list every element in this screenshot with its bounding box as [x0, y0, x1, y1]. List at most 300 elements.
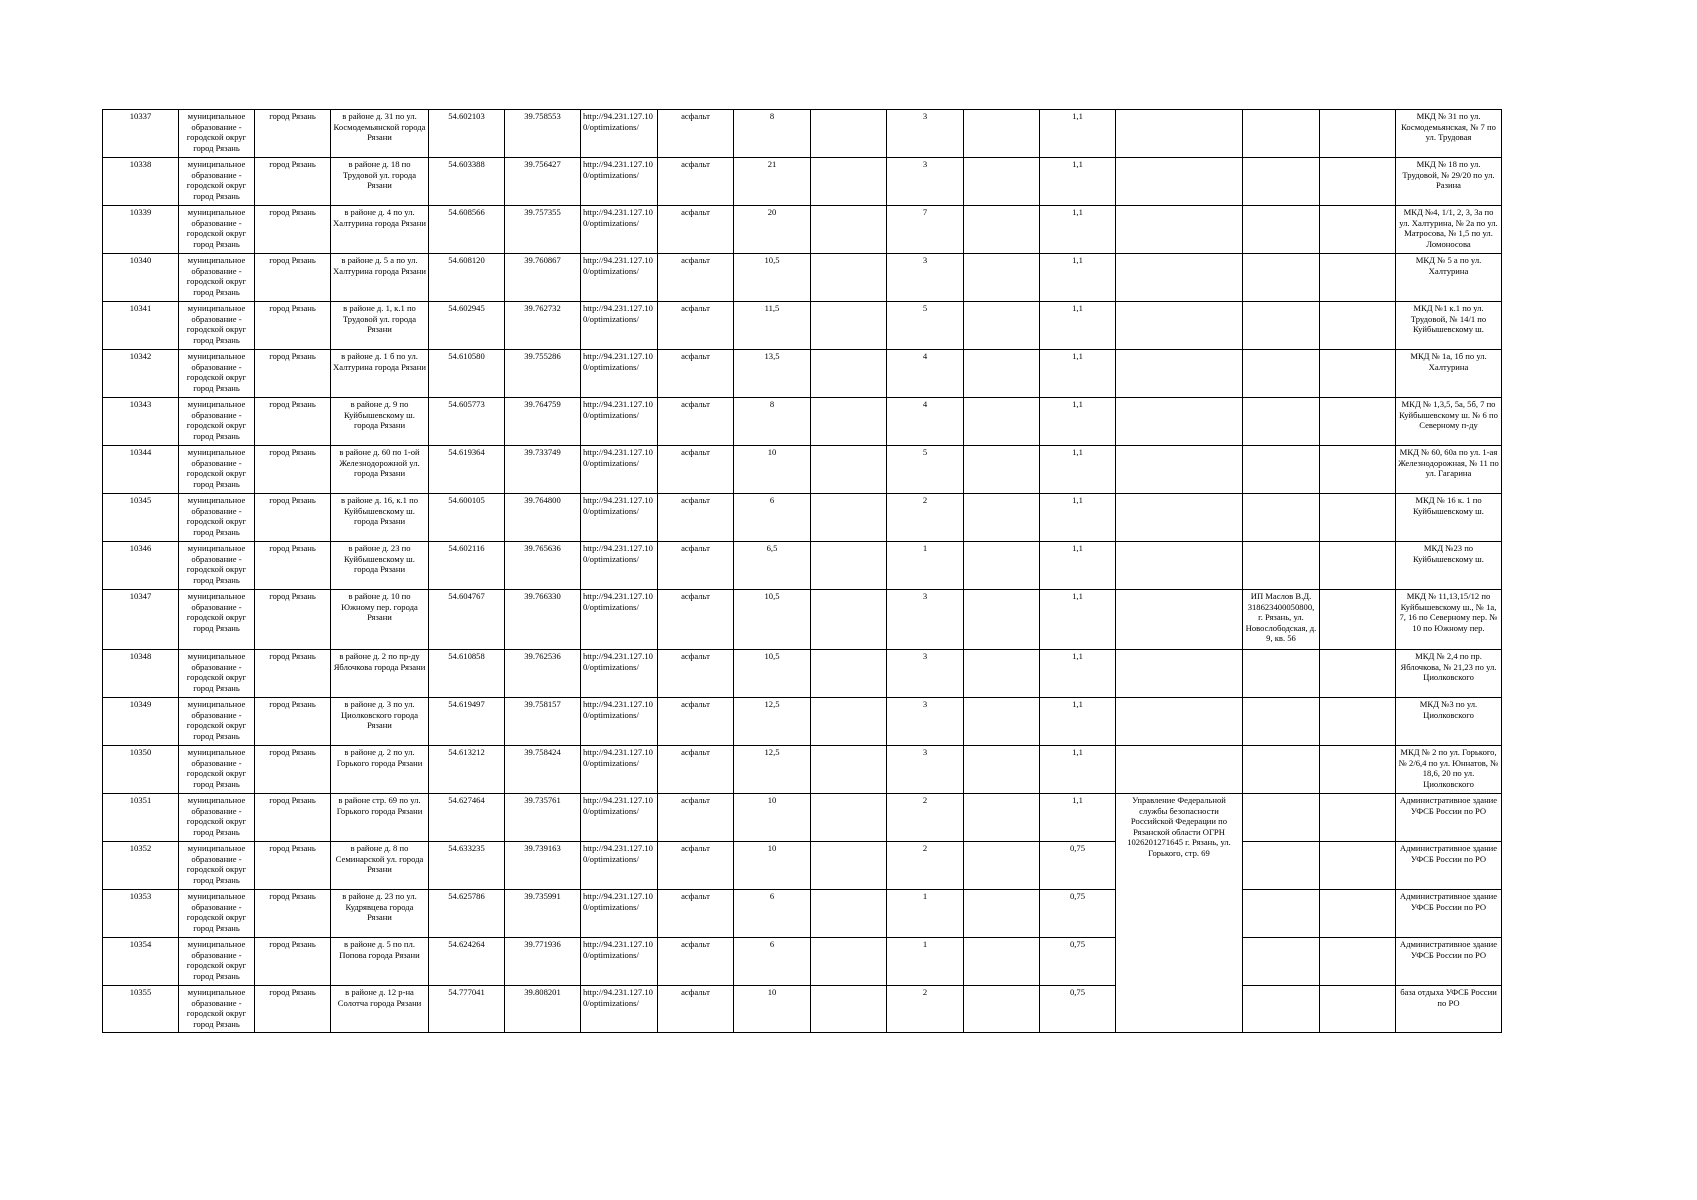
longitude-cell: 39.758157	[505, 698, 581, 746]
owner-entrepreneur-cell	[1243, 938, 1320, 986]
surface-cell: асфальт	[658, 398, 734, 446]
table-row	[103, 590, 1502, 650]
empty-cell	[964, 986, 1040, 1033]
owner-cell	[1116, 158, 1243, 206]
longitude-cell: 39.735991	[505, 890, 581, 938]
surface-cell: асфальт	[658, 542, 734, 590]
municipality-cell: муниципальное образование - городской округ город Рязань	[179, 302, 255, 350]
area-cell: 21	[734, 158, 811, 206]
map-link-cell: http://94.231.127.100/optimizations/	[581, 842, 658, 890]
container-count-cell: 3	[887, 746, 964, 794]
empty-cell	[1320, 398, 1396, 446]
location-cell: в районе д. 8 по Семинарской ул. города Рязани	[331, 842, 429, 890]
row-number: 10346	[103, 542, 179, 590]
area-cell: 6	[734, 938, 811, 986]
container-count-cell: 7	[887, 206, 964, 254]
served-objects-cell: Административное здание УФСБ России по РО	[1396, 938, 1502, 986]
container-count-cell: 2	[887, 842, 964, 890]
latitude-cell: 54.619497	[429, 698, 505, 746]
empty-cell	[964, 542, 1040, 590]
empty-cell	[811, 542, 887, 590]
empty-cell	[1320, 890, 1396, 938]
city-cell: город Рязань	[255, 110, 331, 158]
latitude-cell: 54.777041	[429, 986, 505, 1033]
longitude-cell: 39.756427	[505, 158, 581, 206]
owner-entrepreneur-cell	[1243, 206, 1320, 254]
longitude-cell: 39.760867	[505, 254, 581, 302]
map-link-cell: http://94.231.127.100/optimizations/	[581, 446, 658, 494]
empty-cell	[811, 206, 887, 254]
container-count-cell: 1	[887, 542, 964, 590]
location-cell: в районе д. 4 по ул. Халтурина города Рязани	[331, 206, 429, 254]
empty-cell	[1320, 986, 1396, 1033]
map-link-cell: http://94.231.127.100/optimizations/	[581, 206, 658, 254]
container-count-cell: 5	[887, 446, 964, 494]
container-count-cell: 4	[887, 350, 964, 398]
municipality-cell: муниципальное образование - городской округ город Рязань	[179, 986, 255, 1033]
owner-cell	[1116, 206, 1243, 254]
latitude-cell: 54.602103	[429, 110, 505, 158]
row-number: 10341	[103, 302, 179, 350]
owner-entrepreneur-cell	[1243, 350, 1320, 398]
container-count-cell: 3	[887, 590, 964, 650]
table-row	[103, 446, 1502, 494]
municipality-cell: муниципальное образование - городской округ город Рязань	[179, 842, 255, 890]
served-objects-cell: МКД №4, 1/1, 2, 3, 3а по ул. Халтурина, № 2а по ул. Матросова, № 1,5 по ул. Ломоносова	[1396, 206, 1502, 254]
container-count-cell: 4	[887, 398, 964, 446]
location-cell: в районе д. 12 р-на Солотча города Рязани	[331, 986, 429, 1033]
location-cell: в районе д. 16, к.1 по Куйбышевскому ш. города Рязани	[331, 494, 429, 542]
container-volume-cell: 1,1	[1040, 206, 1116, 254]
area-cell: 6,5	[734, 542, 811, 590]
location-cell: в районе д. 23 по ул. Кудрявцева города Рязани	[331, 890, 429, 938]
row-number: 10344	[103, 446, 179, 494]
container-volume-cell: 1,1	[1040, 302, 1116, 350]
latitude-cell: 54.624264	[429, 938, 505, 986]
empty-cell	[811, 398, 887, 446]
empty-cell	[964, 650, 1040, 698]
municipality-cell: муниципальное образование - городской округ город Рязань	[179, 254, 255, 302]
longitude-cell: 39.765636	[505, 542, 581, 590]
municipality-cell: муниципальное образование - городской округ город Рязань	[179, 650, 255, 698]
empty-cell	[964, 494, 1040, 542]
container-count-cell: 2	[887, 494, 964, 542]
area-cell: 12,5	[734, 698, 811, 746]
container-count-cell: 3	[887, 158, 964, 206]
surface-cell: асфальт	[658, 938, 734, 986]
empty-cell	[1320, 590, 1396, 650]
longitude-cell: 39.762732	[505, 302, 581, 350]
latitude-cell: 54.602116	[429, 542, 505, 590]
location-cell: в районе д. 1 б по ул. Халтурина города Рязани	[331, 350, 429, 398]
longitude-cell: 39.771936	[505, 938, 581, 986]
latitude-cell: 54.603388	[429, 158, 505, 206]
latitude-cell: 54.619364	[429, 446, 505, 494]
area-cell: 13,5	[734, 350, 811, 398]
map-link-cell: http://94.231.127.100/optimizations/	[581, 746, 658, 794]
served-objects-cell: МКД № 5 а по ул. Халтурина	[1396, 254, 1502, 302]
served-objects-cell: МКД № 11,13,15/12 по Куйбышевскому ш., № 1а, 7, 16 по Северному пер. № 10 по Южному пер.	[1396, 590, 1502, 650]
empty-cell	[1320, 494, 1396, 542]
empty-cell	[1320, 842, 1396, 890]
latitude-cell: 54.605773	[429, 398, 505, 446]
served-objects-cell: база отдыха УФСБ России по РО	[1396, 986, 1502, 1033]
empty-cell	[964, 158, 1040, 206]
empty-cell	[1320, 698, 1396, 746]
latitude-cell: 54.633235	[429, 842, 505, 890]
city-cell: город Рязань	[255, 890, 331, 938]
owner-entrepreneur-cell	[1243, 158, 1320, 206]
empty-cell	[811, 302, 887, 350]
latitude-cell: 54.613212	[429, 746, 505, 794]
served-objects-cell: МКД № 60, 60а по ул. 1-ая Железнодорожная, № 11 по ул. Гагарина	[1396, 446, 1502, 494]
container-volume-cell: 1,1	[1040, 158, 1116, 206]
empty-cell	[964, 842, 1040, 890]
map-link-cell: http://94.231.127.100/optimizations/	[581, 590, 658, 650]
empty-cell	[964, 938, 1040, 986]
empty-cell	[1320, 254, 1396, 302]
empty-cell	[1320, 158, 1396, 206]
latitude-cell: 54.608120	[429, 254, 505, 302]
longitude-cell: 39.733749	[505, 446, 581, 494]
served-objects-cell: МКД № 2 по ул. Горького, № 2/6,4 по ул. Юннатов, № 18,6, 20 по ул. Циолковского	[1396, 746, 1502, 794]
map-link-cell: http://94.231.127.100/optimizations/	[581, 890, 658, 938]
surface-cell: асфальт	[658, 746, 734, 794]
row-number: 10342	[103, 350, 179, 398]
owner-cell	[1116, 746, 1243, 794]
row-number: 10352	[103, 842, 179, 890]
location-cell: в районе д. 31 по ул. Космодемьянской города Рязани	[331, 110, 429, 158]
table-row	[103, 398, 1502, 446]
table-row	[103, 158, 1502, 206]
municipality-cell: муниципальное образование - городской округ город Рязань	[179, 206, 255, 254]
table-row	[103, 650, 1502, 698]
table-row	[103, 206, 1502, 254]
map-link-cell: http://94.231.127.100/optimizations/	[581, 494, 658, 542]
served-objects-cell: Административное здание УФСБ России по РО	[1396, 794, 1502, 842]
served-objects-cell: МКД №23 по Куйбышевскому ш.	[1396, 542, 1502, 590]
empty-cell	[1320, 206, 1396, 254]
municipality-cell: муниципальное образование - городской округ город Рязань	[179, 446, 255, 494]
location-cell: в районе стр. 69 по ул. Горького города Рязани	[331, 794, 429, 842]
empty-cell	[1320, 746, 1396, 794]
longitude-cell: 39.764800	[505, 494, 581, 542]
latitude-cell: 54.600105	[429, 494, 505, 542]
owner-entrepreneur-cell	[1243, 650, 1320, 698]
empty-cell	[1320, 650, 1396, 698]
owner-cell	[1116, 446, 1243, 494]
owner-entrepreneur-cell	[1243, 494, 1320, 542]
table-row	[103, 986, 1502, 1033]
empty-cell	[1320, 302, 1396, 350]
empty-cell	[811, 698, 887, 746]
city-cell: город Рязань	[255, 254, 331, 302]
container-count-cell: 2	[887, 794, 964, 842]
empty-cell	[811, 590, 887, 650]
municipality-cell: муниципальное образование - городской округ город Рязань	[179, 890, 255, 938]
table-row	[103, 938, 1502, 986]
empty-cell	[964, 398, 1040, 446]
empty-cell	[964, 746, 1040, 794]
row-number: 10355	[103, 986, 179, 1033]
longitude-cell: 39.758553	[505, 110, 581, 158]
empty-cell	[1320, 542, 1396, 590]
area-cell: 10,5	[734, 650, 811, 698]
latitude-cell: 54.608566	[429, 206, 505, 254]
served-objects-cell: МКД № 1,3,5, 5а, 5б, 7 по Куйбышевскому ш. № 6 по Северному п-ду	[1396, 398, 1502, 446]
row-number: 10348	[103, 650, 179, 698]
municipality-cell: муниципальное образование - городской округ город Рязань	[179, 398, 255, 446]
longitude-cell: 39.766330	[505, 590, 581, 650]
municipality-cell: муниципальное образование - городской округ город Рязань	[179, 794, 255, 842]
longitude-cell: 39.762536	[505, 650, 581, 698]
empty-cell	[1320, 446, 1396, 494]
container-count-cell: 3	[887, 254, 964, 302]
area-cell: 8	[734, 398, 811, 446]
table-row	[103, 350, 1502, 398]
latitude-cell: 54.602945	[429, 302, 505, 350]
served-objects-cell: МКД № 1а, 1б по ул. Халтурина	[1396, 350, 1502, 398]
owner-cell	[1116, 398, 1243, 446]
area-cell: 10	[734, 446, 811, 494]
empty-cell	[964, 254, 1040, 302]
row-number: 10347	[103, 590, 179, 650]
owner-entrepreneur-cell	[1243, 890, 1320, 938]
longitude-cell: 39.739163	[505, 842, 581, 890]
table-row	[103, 302, 1502, 350]
municipality-cell: муниципальное образование - городской округ город Рязань	[179, 542, 255, 590]
owner-entrepreneur-cell	[1243, 254, 1320, 302]
city-cell: город Рязань	[255, 986, 331, 1033]
location-cell: в районе д. 5 а по ул. Халтурина города Рязани	[331, 254, 429, 302]
surface-cell: асфальт	[658, 794, 734, 842]
served-objects-cell: МКД №3 по ул. Циолковского	[1396, 698, 1502, 746]
table-row	[103, 890, 1502, 938]
surface-cell: асфальт	[658, 494, 734, 542]
map-link-cell: http://94.231.127.100/optimizations/	[581, 794, 658, 842]
table-row	[103, 746, 1502, 794]
empty-cell	[811, 794, 887, 842]
location-cell: в районе д. 9 по Куйбышевскому ш. города Рязани	[331, 398, 429, 446]
city-cell: город Рязань	[255, 746, 331, 794]
map-link-cell: http://94.231.127.100/optimizations/	[581, 938, 658, 986]
served-objects-cell: МКД № 16 к. 1 по Куйбышевскому ш.	[1396, 494, 1502, 542]
empty-cell	[811, 986, 887, 1033]
empty-cell	[811, 890, 887, 938]
owner-cell	[1116, 590, 1243, 650]
location-cell: в районе д. 5 по пл. Попова города Рязани	[331, 938, 429, 986]
row-number: 10350	[103, 746, 179, 794]
owner-entrepreneur-cell	[1243, 842, 1320, 890]
served-objects-cell: МКД № 18 по ул. Трудовой, № 29/20 по ул. Разина	[1396, 158, 1502, 206]
municipality-cell: муниципальное образование - городской округ город Рязань	[179, 494, 255, 542]
container-volume-cell: 1,1	[1040, 398, 1116, 446]
longitude-cell: 39.808201	[505, 986, 581, 1033]
map-link-cell: http://94.231.127.100/optimizations/	[581, 698, 658, 746]
container-volume-cell: 1,1	[1040, 446, 1116, 494]
longitude-cell: 39.758424	[505, 746, 581, 794]
container-count-cell: 1	[887, 938, 964, 986]
container-volume-cell: 1,1	[1040, 542, 1116, 590]
surface-cell: асфальт	[658, 302, 734, 350]
longitude-cell: 39.757355	[505, 206, 581, 254]
container-count-cell: 2	[887, 986, 964, 1033]
surface-cell: асфальт	[658, 890, 734, 938]
container-count-cell: 5	[887, 302, 964, 350]
map-link-cell: http://94.231.127.100/optimizations/	[581, 986, 658, 1033]
owner-cell	[1116, 254, 1243, 302]
owner-cell	[1116, 110, 1243, 158]
owner-entrepreneur-cell	[1243, 986, 1320, 1033]
table-row	[103, 110, 1502, 158]
surface-cell: асфальт	[658, 446, 734, 494]
empty-cell	[811, 110, 887, 158]
map-link-cell: http://94.231.127.100/optimizations/	[581, 650, 658, 698]
surface-cell: асфальт	[658, 650, 734, 698]
empty-cell	[964, 590, 1040, 650]
city-cell: город Рязань	[255, 842, 331, 890]
empty-cell	[964, 446, 1040, 494]
row-number: 10345	[103, 494, 179, 542]
table-row	[103, 698, 1502, 746]
table-row	[103, 842, 1502, 890]
map-link-cell: http://94.231.127.100/optimizations/	[581, 302, 658, 350]
empty-cell	[964, 350, 1040, 398]
city-cell: город Рязань	[255, 350, 331, 398]
surface-cell: асфальт	[658, 350, 734, 398]
container-count-cell: 1	[887, 890, 964, 938]
map-link-cell: http://94.231.127.100/optimizations/	[581, 110, 658, 158]
container-volume-cell: 1,1	[1040, 650, 1116, 698]
row-number: 10349	[103, 698, 179, 746]
empty-cell	[811, 158, 887, 206]
municipality-cell: муниципальное образование - городской округ город Рязань	[179, 110, 255, 158]
container-volume-cell: 0,75	[1040, 986, 1116, 1033]
empty-cell	[1320, 110, 1396, 158]
served-objects-cell: МКД № 31 по ул. Космодемьянская, № 7 по ул. Трудовая	[1396, 110, 1502, 158]
longitude-cell: 39.735761	[505, 794, 581, 842]
empty-cell	[811, 350, 887, 398]
row-number: 10343	[103, 398, 179, 446]
empty-cell	[1320, 350, 1396, 398]
container-volume-cell: 1,1	[1040, 590, 1116, 650]
municipality-cell: муниципальное образование - городской округ город Рязань	[179, 158, 255, 206]
served-objects-cell: МКД № 2,4 по пр. Яблочкова, № 21,23 по ул. Циолковского	[1396, 650, 1502, 698]
empty-cell	[811, 842, 887, 890]
surface-cell: асфальт	[658, 254, 734, 302]
table-row	[103, 542, 1502, 590]
location-cell: в районе д. 18 по Трудовой ул. города Рязани	[331, 158, 429, 206]
container-volume-cell: 0,75	[1040, 890, 1116, 938]
surface-cell: асфальт	[658, 158, 734, 206]
empty-cell	[811, 446, 887, 494]
map-link-cell: http://94.231.127.100/optimizations/	[581, 254, 658, 302]
municipality-cell: муниципальное образование - городской округ город Рязань	[179, 938, 255, 986]
location-cell: в районе д. 23 по Куйбышевскому ш. города Рязани	[331, 542, 429, 590]
surface-cell: асфальт	[658, 590, 734, 650]
owner-cell	[1116, 542, 1243, 590]
map-link-cell: http://94.231.127.100/optimizations/	[581, 350, 658, 398]
municipality-cell: муниципальное образование - городской округ город Рязань	[179, 746, 255, 794]
empty-cell	[811, 494, 887, 542]
table-row	[103, 794, 1502, 842]
owner-entrepreneur-cell	[1243, 542, 1320, 590]
container-volume-cell: 1,1	[1040, 254, 1116, 302]
row-number: 10351	[103, 794, 179, 842]
area-cell: 10	[734, 842, 811, 890]
container-volume-cell: 1,1	[1040, 494, 1116, 542]
area-cell: 10	[734, 986, 811, 1033]
empty-cell	[1320, 794, 1396, 842]
area-cell: 8	[734, 110, 811, 158]
latitude-cell: 54.625786	[429, 890, 505, 938]
empty-cell	[964, 110, 1040, 158]
area-cell: 20	[734, 206, 811, 254]
empty-cell	[811, 938, 887, 986]
location-cell: в районе д. 3 по ул. Циолковского города Рязани	[331, 698, 429, 746]
container-count-cell: 3	[887, 110, 964, 158]
empty-cell	[811, 650, 887, 698]
latitude-cell: 54.610858	[429, 650, 505, 698]
empty-cell	[964, 794, 1040, 842]
owner-cell	[1116, 494, 1243, 542]
area-cell: 10,5	[734, 254, 811, 302]
row-number: 10353	[103, 890, 179, 938]
latitude-cell: 54.627464	[429, 794, 505, 842]
owner-entrepreneur-cell	[1243, 746, 1320, 794]
area-cell: 10	[734, 794, 811, 842]
empty-cell	[964, 698, 1040, 746]
map-link-cell: http://94.231.127.100/optimizations/	[581, 158, 658, 206]
city-cell: город Рязань	[255, 158, 331, 206]
area-cell: 6	[734, 494, 811, 542]
surface-cell: асфальт	[658, 986, 734, 1033]
empty-cell	[964, 206, 1040, 254]
area-cell: 6	[734, 890, 811, 938]
owner-entrepreneur-cell	[1243, 446, 1320, 494]
container-volume-cell: 1,1	[1040, 110, 1116, 158]
city-cell: город Рязань	[255, 650, 331, 698]
owner-cell	[1116, 302, 1243, 350]
city-cell: город Рязань	[255, 590, 331, 650]
owner-entrepreneur-cell	[1243, 110, 1320, 158]
empty-cell	[964, 302, 1040, 350]
municipality-cell: муниципальное образование - городской округ город Рязань	[179, 350, 255, 398]
area-cell: 12,5	[734, 746, 811, 794]
container-volume-cell: 1,1	[1040, 794, 1116, 842]
surface-cell: асфальт	[658, 842, 734, 890]
area-cell: 10,5	[734, 590, 811, 650]
owner-merged-cell: Управление Федеральной службы безопасности Российской Федерации по Рязанской области ОГРН 1026201271645 г. Рязань, ул. Горького, стр. 69	[1116, 794, 1243, 1033]
location-cell: в районе д. 60 по 1-ой Железнодорожной ул. города Рязани	[331, 446, 429, 494]
location-cell: в районе д. 2 по ул. Горького города Рязани	[331, 746, 429, 794]
longitude-cell: 39.755286	[505, 350, 581, 398]
owner-entrepreneur-cell	[1243, 794, 1320, 842]
empty-cell	[964, 890, 1040, 938]
municipality-cell: муниципальное образование - городской округ город Рязань	[179, 590, 255, 650]
surface-cell: асфальт	[658, 110, 734, 158]
city-cell: город Рязань	[255, 542, 331, 590]
row-number: 10338	[103, 158, 179, 206]
owner-entrepreneur-cell	[1243, 398, 1320, 446]
location-cell: в районе д. 10 по Южному пер. города Рязани	[331, 590, 429, 650]
location-cell: в районе д. 2 по пр-ду Яблочкова города Рязани	[331, 650, 429, 698]
city-cell: город Рязань	[255, 938, 331, 986]
served-objects-cell: Административное здание УФСБ России по РО	[1396, 890, 1502, 938]
row-number: 10354	[103, 938, 179, 986]
owner-entrepreneur-cell: ИП Маслов В.Д. 318623400050800, г. Рязань, ул. Новослободская, д. 9, кв. 56	[1243, 590, 1320, 650]
surface-cell: асфальт	[658, 698, 734, 746]
